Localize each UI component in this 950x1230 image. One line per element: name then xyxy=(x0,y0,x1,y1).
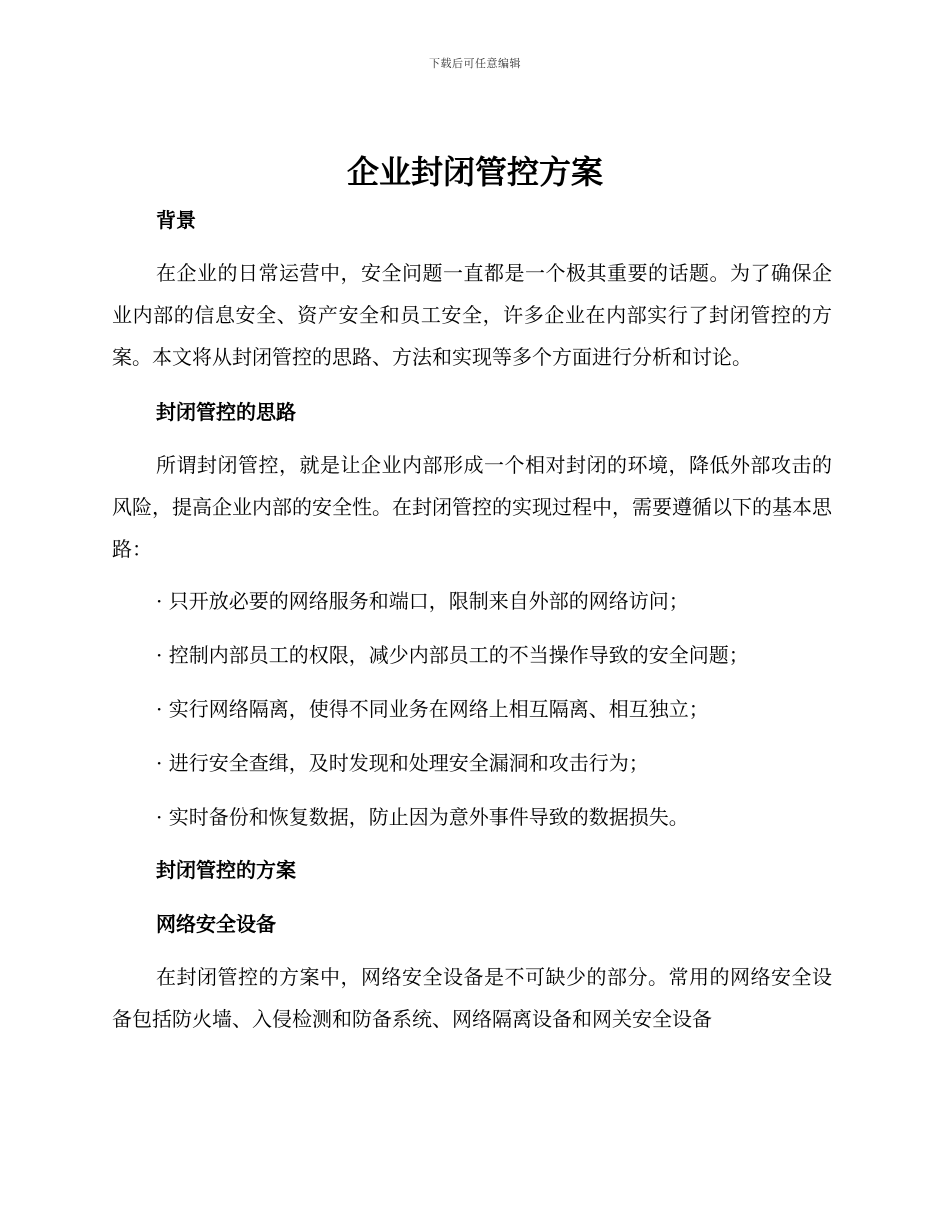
bullet-item: · 进行安全查缉，及时发现和处理安全漏洞和攻击行为； xyxy=(156,751,649,775)
bullet-item: · 只开放必要的网络服务和端口，限制来自外部的网络访问； xyxy=(156,589,689,613)
document-body xyxy=(112,198,832,1040)
paragraph-background: 在企业的日常运营中，安全问题一直都是一个极其重要的话题。为了确保企业内部的信息安全、资产安全和员工安全，许多企业在内部实行了封闭管控的方案。本文将从封闭管控的思路、方法和实现等多个方面进行分析和讨论。 xyxy=(112,261,832,369)
paragraph-approach: 所谓封闭管控，就是让企业内部形成一个相对封闭的环境，降低外部攻击的风险，提高企业内部的安全性。在封闭管控的实现过程中，需要遵循以下的基本思路： xyxy=(112,453,832,561)
bullet-item: · 实行网络隔离，使得不同业务在网络上相互隔离、相互独立； xyxy=(156,697,709,721)
bullet-item: · 实时备份和恢复数据，防止因为意外事件导致的数据损失。 xyxy=(156,805,689,829)
paragraph-devices: 在封闭管控的方案中，网络安全设备是不可缺少的部分。常用的网络安全设备包括防火墙、入侵检测和防备系统、网络隔离设备和网关安全设备 xyxy=(112,965,832,1031)
section-heading-devices: 网络安全设备 xyxy=(156,912,276,936)
section-heading-plan: 封闭管控的方案 xyxy=(156,858,296,882)
bullet-item: · 控制内部员工的权限，减少内部员工的不当操作导致的安全问题； xyxy=(156,643,749,667)
section-heading-background: 背景 xyxy=(156,208,196,232)
page-title: 企业封闭管控方案 xyxy=(346,153,603,191)
section-heading-approach: 封闭管控的思路 xyxy=(156,400,296,424)
header-note: 下载后可任意编辑 xyxy=(429,57,521,70)
